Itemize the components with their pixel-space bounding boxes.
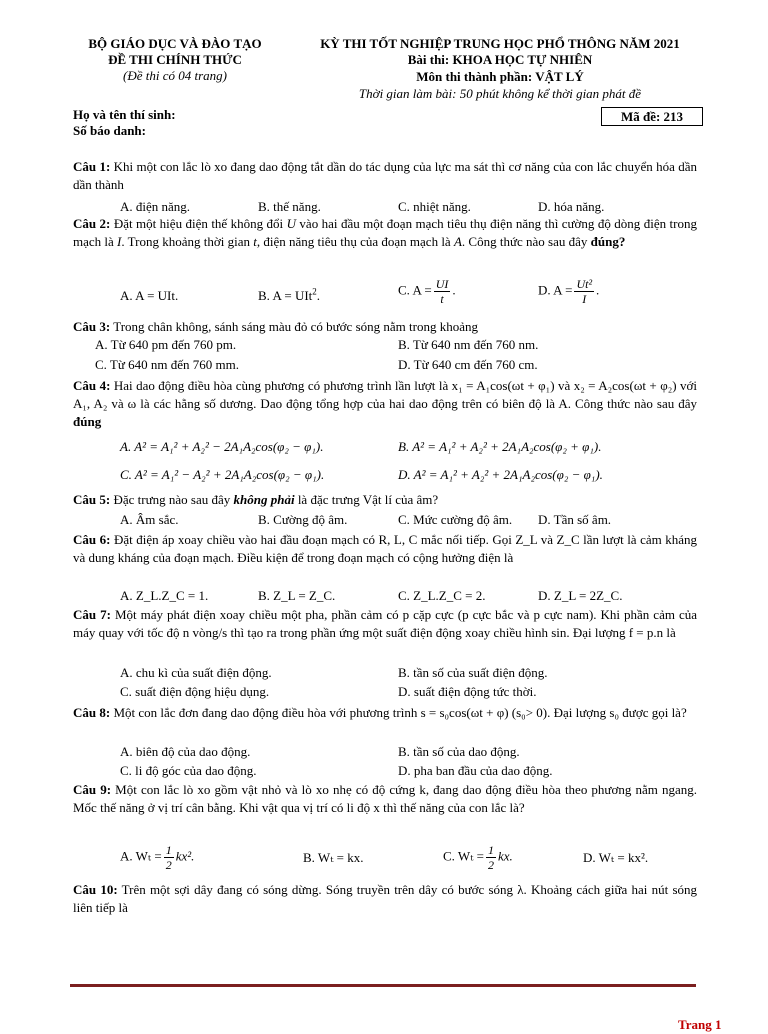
question-label: Câu 4: xyxy=(73,378,111,393)
q4-option-b: B. A² = A₁² + A₂² + 2A₁A₂cos(φ₂ + φ₁). xyxy=(398,439,602,454)
q2-option-a: A. A = UIt. xyxy=(120,288,179,303)
numerator: UI xyxy=(435,277,449,291)
question-text: , điện năng tiêu thụ của đoạn mạch là xyxy=(256,234,454,249)
question-text: Đặc trưng nào sau đây xyxy=(110,492,234,507)
q9-option-d: D. Wₜ = kx². xyxy=(583,850,649,865)
fraction xyxy=(164,843,174,872)
question-4 xyxy=(73,377,697,431)
question-text: . Trong khoảng thời gian xyxy=(121,234,254,249)
numerator: 1 xyxy=(488,843,494,857)
q8-option-b: B. tần số của dao động. xyxy=(398,744,520,759)
question-9 xyxy=(73,781,697,817)
question-label: Câu 2: xyxy=(73,216,111,231)
q5-option-a: A. Âm sắc. xyxy=(120,512,179,527)
q7-option-c: C. suất điện động hiệu dụng. xyxy=(120,684,270,699)
emphasis: đúng? xyxy=(590,234,626,249)
q8-option-d: D. pha ban đầu của dao động. xyxy=(398,763,553,778)
question-text: Một con lắc đơn đang dao động điều hòa với phương trình s = s₀cos(ωt + φ) (s₀> 0). Đại lượng s₀ được gọi là? xyxy=(110,705,687,720)
q8-option-c: C. li độ góc của dao động. xyxy=(120,763,257,778)
numerator: 1 xyxy=(165,843,172,857)
q5-option-d: D. Tần số âm. xyxy=(538,512,612,527)
test-name: Bài thi: KHOA HỌC TỰ NHIÊN xyxy=(407,52,593,67)
q2-option-b xyxy=(258,287,320,305)
question-text: vào hai đầu một đoạn mạch tiêu thụ điện năng thì cường độ dòng điện trong mạch là xyxy=(73,216,697,249)
question-label: Câu 5: xyxy=(73,492,111,507)
q6-option-b: B. Z_L = Z_C. xyxy=(258,588,336,603)
var-i: I xyxy=(117,234,122,249)
question-10 xyxy=(73,881,697,917)
question-text: Đặt điện áp xoay chiều vào hai đầu đoạn mạch có R, L, C mắc nối tiếp. Gọi Z_L và Z_C lần lượt là cảm kháng và dung kháng của đoạn mạch. Điều kiện để trong đoạn mạch có cộng hưởng điện là xyxy=(73,532,698,565)
question-label: Câu 8: xyxy=(73,705,111,720)
fraction xyxy=(434,277,451,306)
q2-option-d: D. A = $\frac{\text{Ut²}}{I}$ . xyxy=(538,277,600,306)
subject-name: Môn thi thành phần: VẬT LÝ xyxy=(416,69,584,84)
denominator: 2 xyxy=(165,858,172,872)
candidate-id-label: Số báo danh: xyxy=(73,123,146,138)
question-3 xyxy=(73,318,697,336)
question-7 xyxy=(73,606,697,642)
q5-option-c: C. Mức cường độ âm. xyxy=(398,512,513,527)
q3-option-b: B. Từ 640 nm đến 760 nm. xyxy=(398,337,539,352)
emphasis: đúng xyxy=(73,414,102,429)
q8-option-a: A. biên độ của dao động. xyxy=(120,744,251,759)
time-note: Thời gian làm bài: 50 phút không kể thời gian phát đề xyxy=(358,86,642,101)
q4-option-d: D. A² = A₁² + A₂² + 2A₁A₂cos(φ₂ − φ₁). xyxy=(398,467,603,482)
page-count: (Đề thi có 04 trang) xyxy=(123,68,227,83)
denominator: I xyxy=(582,292,587,306)
q7-option-b: B. tần số của suất điện động. xyxy=(398,665,548,680)
question-text: Khi một con lắc lò xo đang dao động tắt dần do tác dụng của lực ma sát thì cơ năng của con lắc chuyển hóa dần dần thành xyxy=(73,159,698,192)
question-label: Câu 6: xyxy=(73,532,111,547)
fraction xyxy=(574,277,594,306)
denominator: t xyxy=(440,292,444,306)
question-8 xyxy=(73,704,697,722)
exam-code: Mã đề: 213 xyxy=(601,107,703,126)
superscript: 2 xyxy=(312,286,317,297)
q3-option-c: C. Từ 640 nm đến 760 mm. xyxy=(95,357,240,372)
q5-option-b: B. Cường độ âm. xyxy=(258,512,348,527)
q4-option-a: A. A² = A₁² + A₂² − 2A₁A₂cos(φ₂ − φ₁). xyxy=(120,439,324,454)
q7-option-d: D. suất điện động tức thời. xyxy=(398,684,537,699)
q9-option-c xyxy=(443,843,513,872)
denominator: 2 xyxy=(488,858,494,872)
q3-option-a: A. Từ 640 pm đến 760 pm. xyxy=(95,337,237,352)
fraction xyxy=(486,843,496,872)
var-a: A xyxy=(453,234,462,249)
ministry-name: BỘ GIÁO DỤC VÀ ĐÀO TẠO xyxy=(88,36,262,51)
q2-option-c: C. A = $\frac{UI}{t}$ . xyxy=(398,277,456,306)
question-label: Câu 3: xyxy=(73,319,111,334)
q9-option-b: B. Wₜ = kx. xyxy=(303,850,364,865)
option-text: kx. xyxy=(498,848,513,864)
q7-option-a: A. chu kì của suất điện động. xyxy=(120,665,272,680)
footer-divider xyxy=(70,984,696,987)
page-number: Trang 1 xyxy=(678,1017,722,1032)
question-text: Trên một sợi dây đang có sóng dừng. Sóng truyền trên dây có bước sóng λ. Khoảng cách giữa hai nút sóng liên tiếp là xyxy=(73,882,698,915)
question-text: Trong chân không, sánh sáng màu đỏ có bước sóng nằm trong khoảng xyxy=(110,319,478,334)
q9-option-a xyxy=(120,843,194,872)
candidate-name-label: Họ và tên thí sinh: xyxy=(73,107,176,122)
option-text: C. Wₜ = xyxy=(443,848,484,864)
q3-option-d: D. Từ 640 cm đến 760 cm. xyxy=(398,357,538,372)
var-u: U xyxy=(286,216,296,231)
question-label: Câu 1: xyxy=(73,159,111,174)
question-text: . Công thức nào sau đây xyxy=(461,234,591,249)
question-label: Câu 7: xyxy=(73,607,111,622)
question-text: Một máy phát điện xoay chiều một pha, phần cảm có p cặp cực (p cực bắc và p cực nam). Khi phần cảm của máy quay với tốc độ n vòng/s thì tạo ra trong phần ứng một suất điện động xoay chiều hình sin. Đại lượng f = p.n là xyxy=(73,607,697,640)
question-text: Hai dao động điều hòa cùng phương có phương trình lần lượt là x₁ = A₁cos(ωt + φ₁) và x₂ = A₂cos(ωt + φ₂) với A₁, A₂ và ω là các hằng số dương. Dao động tổng hợp của hai dao động trên có biên độ là A. Công thức nào sau đây xyxy=(73,378,698,411)
q4-option-c: C. A² = A₁² − A₂² + 2A₁A₂cos(φ₂ − φ₁). xyxy=(120,467,325,482)
var-t: t xyxy=(253,234,257,249)
q1-option-c: C. nhiệt năng. xyxy=(398,199,471,214)
option-text: . xyxy=(316,288,321,303)
option-text: B. A = UIt xyxy=(258,288,313,303)
option-text: C. A = xyxy=(398,282,432,298)
question-label: Câu 10: xyxy=(73,882,118,897)
option-text: D. A = xyxy=(538,282,573,298)
emphasis: không phải xyxy=(233,492,295,507)
q1-option-d: D. hóa năng. xyxy=(538,199,605,214)
q6-option-a: A. Z_L.Z_C = 1. xyxy=(120,588,209,603)
question-text: Một con lắc lò xo gồm vật nhỏ và lò xo nhẹ có độ cứng k, đang dao động điều hòa theo phương nằm ngang. Mốc thế năng ở vị trí cân bằng. Khi vật qua vị trí có li độ x thì thế năng của con lắc là? xyxy=(73,782,697,815)
q6-option-d: D. Z_L = 2Z_C. xyxy=(538,588,623,603)
question-text: Đặt một hiệu điện thế không đổi xyxy=(110,216,287,231)
exam-title: KỲ THI TỐT NGHIỆP TRUNG HỌC PHỔ THÔNG NĂM 2021 xyxy=(320,36,680,51)
option-text: kx². xyxy=(175,848,195,864)
numerator: Ut² xyxy=(576,277,593,291)
question-5 xyxy=(73,491,697,509)
official-label: ĐỀ THI CHÍNH THỨC xyxy=(108,52,242,67)
question-6 xyxy=(73,531,697,567)
q6-option-c: C. Z_L.Z_C = 2. xyxy=(398,588,486,603)
question-text: là đặc trưng Vật lí của âm? xyxy=(294,492,439,507)
question-label: Câu 9: xyxy=(73,782,112,797)
q1-option-b: B. thế năng. xyxy=(258,199,321,214)
option-text: A. Wₜ = xyxy=(120,848,162,864)
question-2 xyxy=(73,215,697,251)
q1-option-a: A. điện năng. xyxy=(120,199,191,214)
question-1 xyxy=(73,158,697,194)
